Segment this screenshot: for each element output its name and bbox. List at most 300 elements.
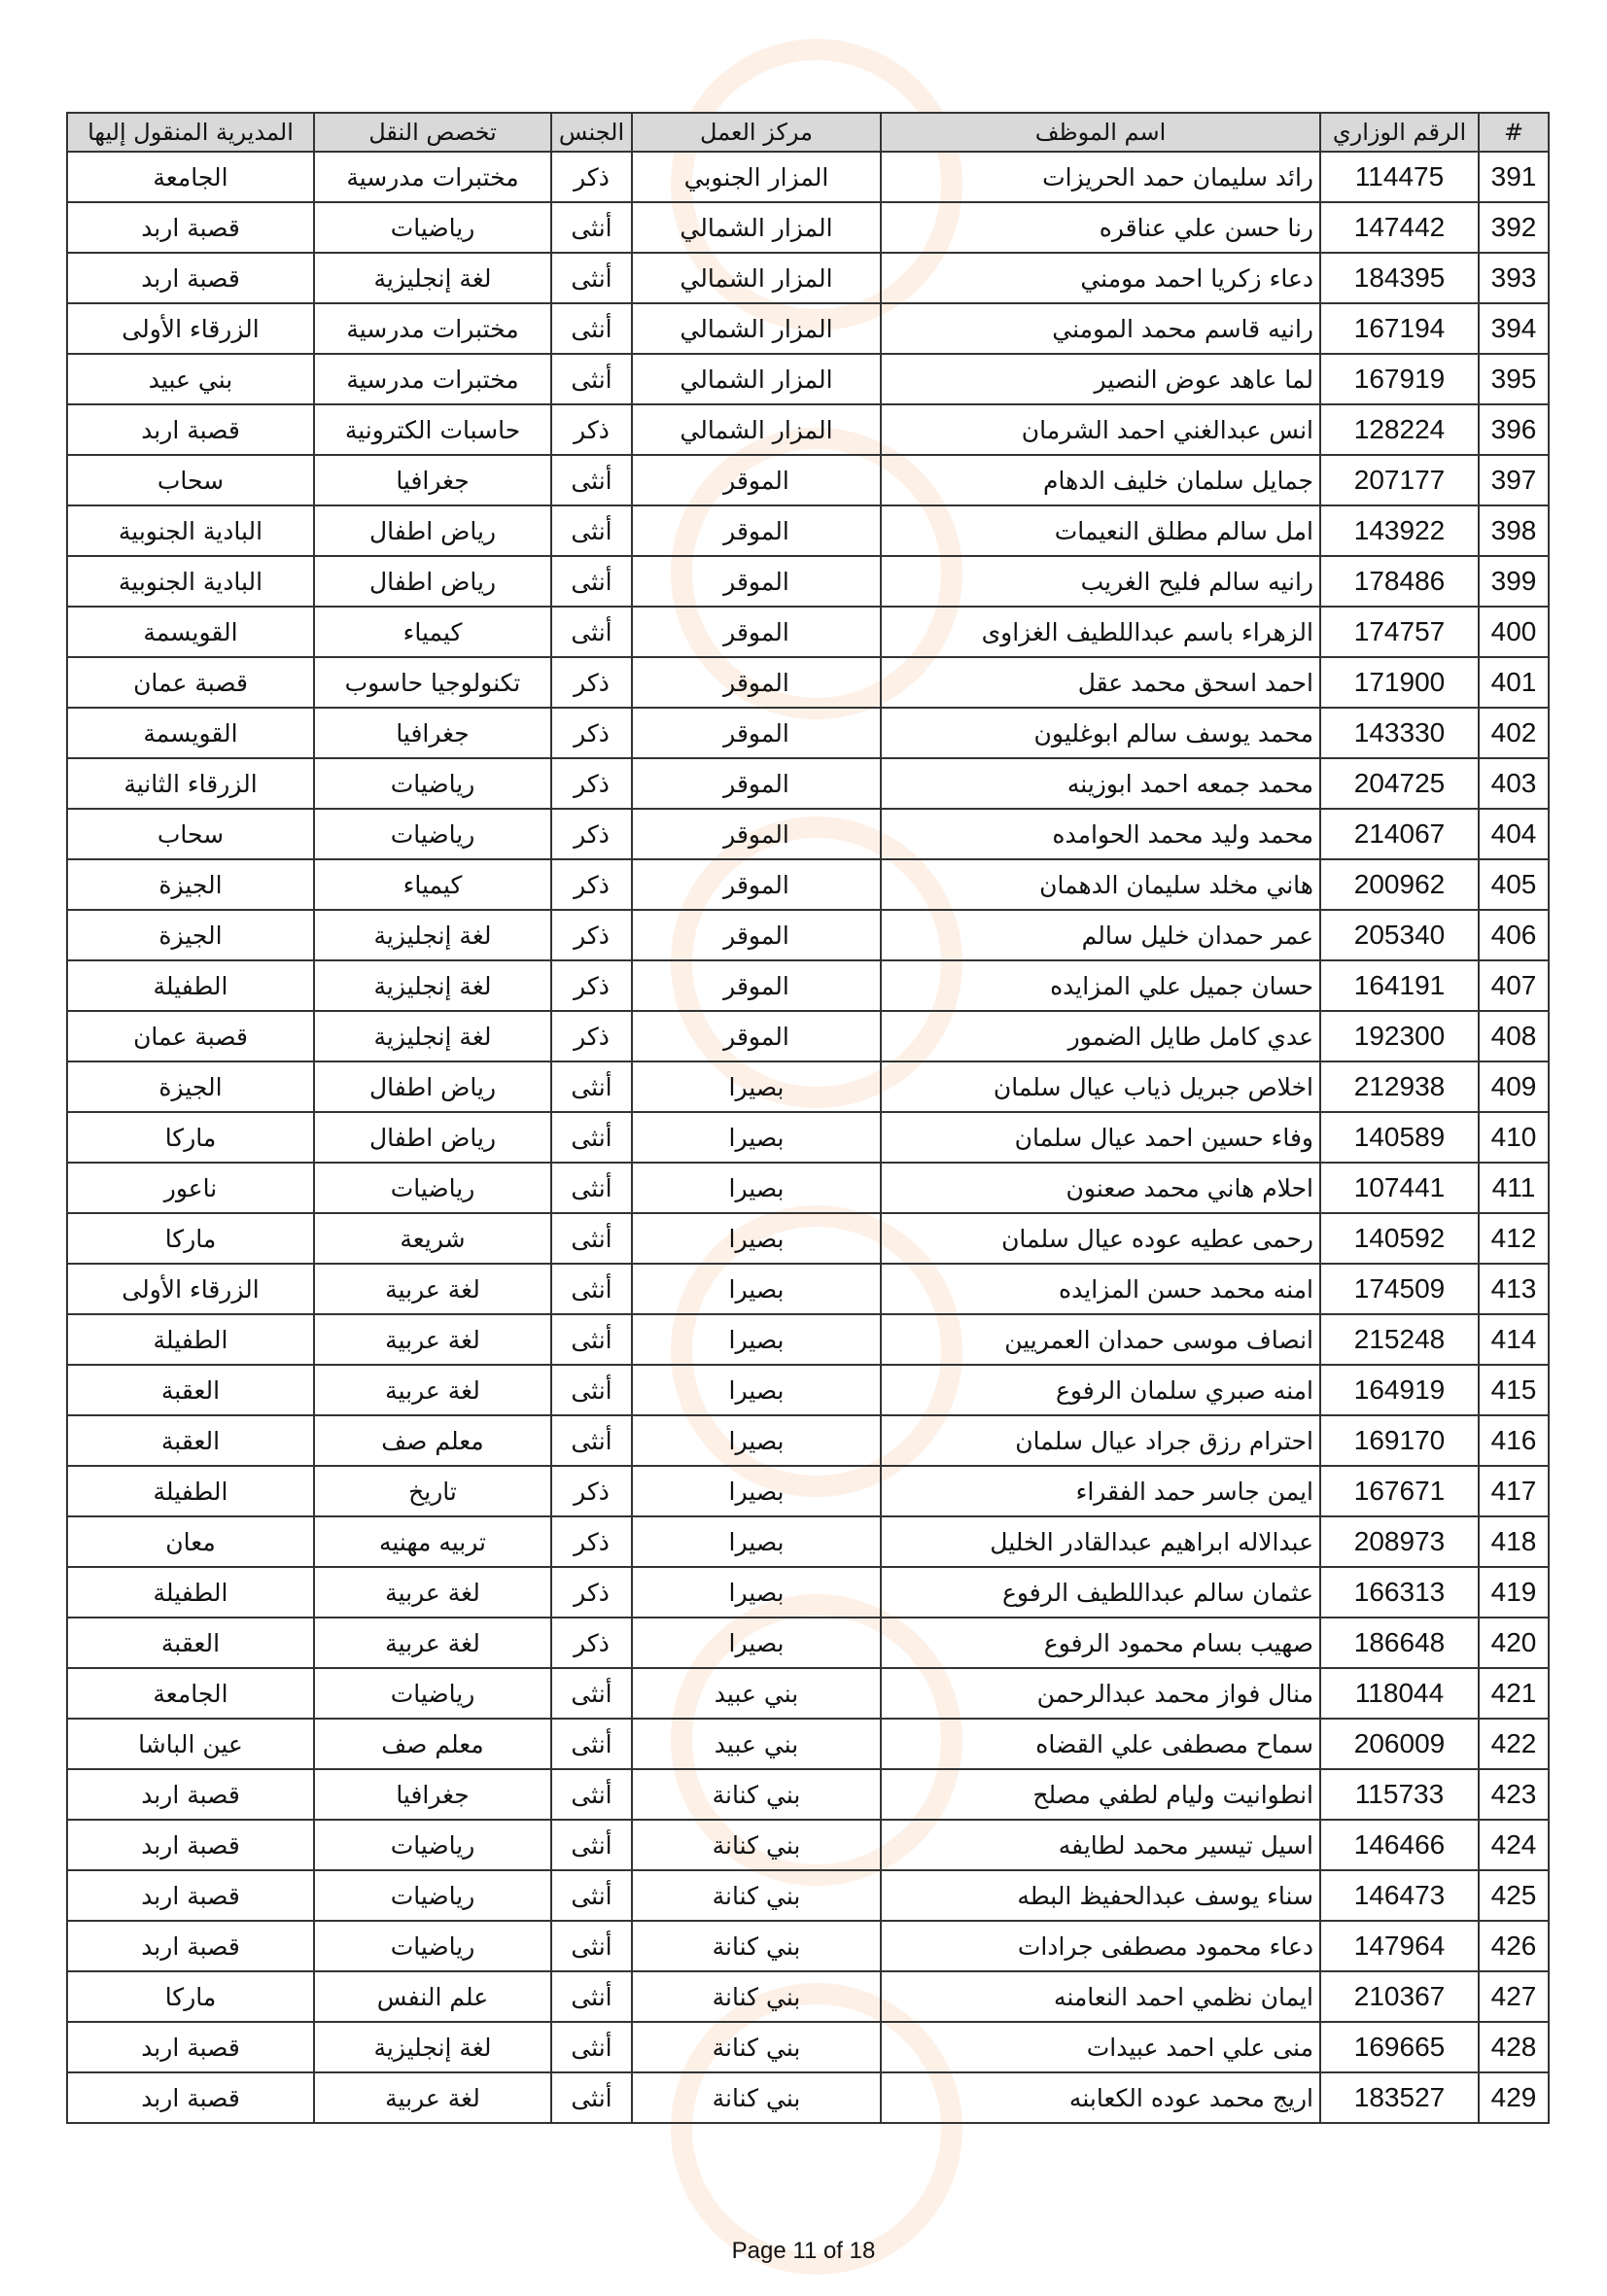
table-row (67, 253, 1549, 303)
cell-ministry-id: 143330 (1320, 708, 1479, 758)
table-row (67, 1516, 1549, 1567)
header-col-work-center: مركز العمل (632, 113, 881, 152)
cell-gender: أنثى (551, 354, 632, 404)
cell-destination-directorate: الطفيلة (67, 1314, 314, 1365)
table-row (67, 1264, 1549, 1314)
cell-ministry-id: 192300 (1320, 1011, 1479, 1061)
page-number: Page 11 of 18 (731, 2238, 876, 2264)
header-col-employee-name: اسم الموظف (881, 113, 1320, 152)
cell-number: 422 (1479, 1719, 1549, 1769)
cell-destination-directorate: سحاب (67, 455, 314, 505)
cell-number: 423 (1479, 1769, 1549, 1820)
cell-gender: ذكر (551, 657, 632, 708)
cell-gender: ذكر (551, 404, 632, 455)
cell-work-center: بصيرا (632, 1365, 881, 1415)
cell-ministry-id: 169665 (1320, 2022, 1479, 2072)
cell-work-center: المزار الشمالي (632, 303, 881, 354)
cell-number: 403 (1479, 758, 1549, 809)
cell-destination-directorate: الزرقاء الأولى (67, 1264, 314, 1314)
cell-number: 395 (1479, 354, 1549, 404)
cell-employee-name: اسيل تيسير محمد لطايفه (881, 1820, 1320, 1870)
table-row (67, 1567, 1549, 1618)
table-row (67, 354, 1549, 404)
cell-work-center: بني كنانة (632, 1820, 881, 1870)
cell-ministry-id: 208973 (1320, 1516, 1479, 1567)
table-row (67, 1870, 1549, 1921)
cell-transfer-specialty: رياضيات (314, 809, 551, 859)
cell-ministry-id: 114475 (1320, 152, 1479, 202)
cell-destination-directorate: قصبة اربد (67, 1769, 314, 1820)
cell-number: 427 (1479, 1971, 1549, 2022)
cell-ministry-id: 164919 (1320, 1365, 1479, 1415)
table-row (67, 1769, 1549, 1820)
table-row (67, 1820, 1549, 1870)
cell-number: 418 (1479, 1516, 1549, 1567)
cell-work-center: الموقر (632, 657, 881, 708)
cell-destination-directorate: قصبة اربد (67, 404, 314, 455)
table-row (67, 708, 1549, 758)
cell-transfer-specialty: لغة عربية (314, 1314, 551, 1365)
cell-transfer-specialty: لغة عربية (314, 1264, 551, 1314)
cell-destination-directorate: العقبة (67, 1618, 314, 1668)
cell-employee-name: ايمان نظمي احمد النعامنه (881, 1971, 1320, 2022)
cell-employee-name: منى علي احمد عبيدات (881, 2022, 1320, 2072)
cell-gender: أنثى (551, 1112, 632, 1163)
cell-transfer-specialty: رياضيات (314, 1921, 551, 1971)
cell-gender: أنثى (551, 607, 632, 657)
table-row (67, 1112, 1549, 1163)
cell-transfer-specialty: رياضيات (314, 758, 551, 809)
cell-work-center: بصيرا (632, 1264, 881, 1314)
cell-destination-directorate: قصبة اربد (67, 202, 314, 253)
cell-gender: ذكر (551, 859, 632, 910)
cell-destination-directorate: البادية الجنوبية (67, 556, 314, 607)
transfer-table (66, 112, 1550, 2124)
cell-employee-name: عثمان سالم عبداللطيف الرفوع (881, 1567, 1320, 1618)
cell-work-center: بصيرا (632, 1466, 881, 1516)
cell-ministry-id: 143922 (1320, 505, 1479, 556)
cell-transfer-specialty: لغة إنجليزية (314, 960, 551, 1011)
cell-gender: أنثى (551, 1921, 632, 1971)
cell-number: 420 (1479, 1618, 1549, 1668)
cell-gender: أنثى (551, 1769, 632, 1820)
cell-work-center: الموقر (632, 758, 881, 809)
cell-transfer-specialty: لغة عربية (314, 1567, 551, 1618)
cell-ministry-id: 204725 (1320, 758, 1479, 809)
cell-gender: أنثى (551, 2072, 632, 2123)
table-row (67, 1314, 1549, 1365)
cell-transfer-specialty: رياض اطفال (314, 505, 551, 556)
cell-employee-name: جمايل سلمان خليف الدهام (881, 455, 1320, 505)
cell-work-center: بني كنانة (632, 1870, 881, 1921)
cell-transfer-specialty: جغرافيا (314, 455, 551, 505)
cell-employee-name: الزهراء باسم عبداللطيف الغزاوى (881, 607, 1320, 657)
cell-work-center: الموقر (632, 1011, 881, 1061)
cell-transfer-specialty: مختبرات مدرسية (314, 303, 551, 354)
cell-work-center: بني كنانة (632, 1971, 881, 2022)
cell-transfer-specialty: لغة إنجليزية (314, 1011, 551, 1061)
cell-work-center: الموقر (632, 708, 881, 758)
cell-gender: ذكر (551, 1516, 632, 1567)
cell-work-center: الموقر (632, 455, 881, 505)
table-row (67, 556, 1549, 607)
cell-number: 406 (1479, 910, 1549, 960)
cell-number: 412 (1479, 1213, 1549, 1264)
cell-gender: ذكر (551, 809, 632, 859)
cell-destination-directorate: عين الباشا (67, 1719, 314, 1769)
cell-ministry-id: 174509 (1320, 1264, 1479, 1314)
cell-work-center: بصيرا (632, 1516, 881, 1567)
cell-transfer-specialty: حاسبات الكترونية (314, 404, 551, 455)
cell-number: 393 (1479, 253, 1549, 303)
cell-ministry-id: 206009 (1320, 1719, 1479, 1769)
table-row (67, 607, 1549, 657)
cell-work-center: المزار الشمالي (632, 404, 881, 455)
cell-destination-directorate: قصبة عمان (67, 657, 314, 708)
cell-employee-name: رائد سليمان حمد الحريزات (881, 152, 1320, 202)
cell-gender: أنثى (551, 1415, 632, 1466)
cell-ministry-id: 167671 (1320, 1466, 1479, 1516)
cell-ministry-id: 174757 (1320, 607, 1479, 657)
cell-gender: ذكر (551, 910, 632, 960)
cell-gender: أنثى (551, 1314, 632, 1365)
cell-ministry-id: 128224 (1320, 404, 1479, 455)
cell-employee-name: صهيب بسام محمود الرفوع (881, 1618, 1320, 1668)
cell-gender: أنثى (551, 1365, 632, 1415)
cell-destination-directorate: قصبة اربد (67, 253, 314, 303)
cell-number: 417 (1479, 1466, 1549, 1516)
cell-work-center: بصيرا (632, 1618, 881, 1668)
cell-transfer-specialty: رياضيات (314, 202, 551, 253)
cell-employee-name: احمد اسحق محمد عقل (881, 657, 1320, 708)
table-row (67, 455, 1549, 505)
cell-ministry-id: 212938 (1320, 1061, 1479, 1112)
cell-employee-name: سناء يوسف عبدالحفيظ البطه (881, 1870, 1320, 1921)
table-row (67, 1971, 1549, 2022)
cell-gender: أنثى (551, 455, 632, 505)
cell-number: 429 (1479, 2072, 1549, 2123)
cell-ministry-id: 207177 (1320, 455, 1479, 505)
cell-employee-name: عدي كامل طايل الضمور (881, 1011, 1320, 1061)
cell-transfer-specialty: رياض اطفال (314, 1112, 551, 1163)
cell-employee-name: سماح مصطفى علي القضاه (881, 1719, 1320, 1769)
cell-work-center: بصيرا (632, 1213, 881, 1264)
cell-destination-directorate: الزرقاء الثانية (67, 758, 314, 809)
cell-number: 411 (1479, 1163, 1549, 1213)
header-col-ministry-id: الرقم الوزاري (1320, 113, 1479, 152)
cell-employee-name: هاني مخلد سليمان الدهمان (881, 859, 1320, 910)
cell-gender: ذكر (551, 960, 632, 1011)
cell-number: 421 (1479, 1668, 1549, 1719)
cell-number: 428 (1479, 2022, 1549, 2072)
cell-gender: ذكر (551, 152, 632, 202)
cell-ministry-id: 200962 (1320, 859, 1479, 910)
table-row (67, 404, 1549, 455)
table-row (67, 1668, 1549, 1719)
cell-destination-directorate: الجيزة (67, 859, 314, 910)
cell-work-center: بني كنانة (632, 1769, 881, 1820)
cell-ministry-id: 178486 (1320, 556, 1479, 607)
cell-employee-name: رانيه سالم فليح الغريب (881, 556, 1320, 607)
cell-number: 405 (1479, 859, 1549, 910)
cell-destination-directorate: قصبة اربد (67, 1921, 314, 1971)
cell-gender: ذكر (551, 708, 632, 758)
cell-number: 425 (1479, 1870, 1549, 1921)
cell-ministry-id: 107441 (1320, 1163, 1479, 1213)
cell-work-center: بصيرا (632, 1567, 881, 1618)
table-row (67, 809, 1549, 859)
cell-number: 424 (1479, 1820, 1549, 1870)
cell-ministry-id: 140592 (1320, 1213, 1479, 1264)
table-row (67, 303, 1549, 354)
cell-ministry-id: 166313 (1320, 1567, 1479, 1618)
cell-destination-directorate: بني عبيد (67, 354, 314, 404)
table-row (67, 1466, 1549, 1516)
table-row (67, 657, 1549, 708)
table-row (67, 1061, 1549, 1112)
cell-transfer-specialty: معلم صف (314, 1719, 551, 1769)
cell-work-center: الموقر (632, 910, 881, 960)
cell-number: 408 (1479, 1011, 1549, 1061)
cell-transfer-specialty: لغة إنجليزية (314, 253, 551, 303)
cell-destination-directorate: قصبة اربد (67, 1870, 314, 1921)
cell-employee-name: انطوانيت وليام لطفي مصلح (881, 1769, 1320, 1820)
cell-number: 392 (1479, 202, 1549, 253)
table-row (67, 1213, 1549, 1264)
cell-transfer-specialty: لغة إنجليزية (314, 2022, 551, 2072)
cell-work-center: المزار الشمالي (632, 354, 881, 404)
cell-destination-directorate: ناعور (67, 1163, 314, 1213)
cell-ministry-id: 147442 (1320, 202, 1479, 253)
cell-number: 413 (1479, 1264, 1549, 1314)
cell-destination-directorate: البادية الجنوبية (67, 505, 314, 556)
cell-employee-name: حسان جميل علي المزايده (881, 960, 1320, 1011)
table-row (67, 505, 1549, 556)
cell-employee-name: احترام رزق جراد عيال سلمان (881, 1415, 1320, 1466)
cell-ministry-id: 167919 (1320, 354, 1479, 404)
cell-number: 416 (1479, 1415, 1549, 1466)
cell-gender: ذكر (551, 1618, 632, 1668)
cell-transfer-specialty: مختبرات مدرسية (314, 354, 551, 404)
cell-destination-directorate: قصبة اربد (67, 2022, 314, 2072)
cell-employee-name: امنه محمد حسن المزايده (881, 1264, 1320, 1314)
cell-ministry-id: 183527 (1320, 2072, 1479, 2123)
cell-gender: أنثى (551, 1870, 632, 1921)
cell-number: 399 (1479, 556, 1549, 607)
cell-number: 401 (1479, 657, 1549, 708)
cell-ministry-id: 184395 (1320, 253, 1479, 303)
cell-number: 400 (1479, 607, 1549, 657)
cell-employee-name: احلام هاني محمد صعنون (881, 1163, 1320, 1213)
cell-work-center: المزار الجنوبي (632, 152, 881, 202)
cell-transfer-specialty: رياضيات (314, 1163, 551, 1213)
cell-gender: أنثى (551, 1668, 632, 1719)
cell-work-center: بصيرا (632, 1415, 881, 1466)
cell-employee-name: محمد وليد محمد الحوامده (881, 809, 1320, 859)
table-row (67, 1618, 1549, 1668)
cell-transfer-specialty: لغة عربية (314, 1365, 551, 1415)
cell-employee-name: دعاء محمود مصطفى جرادات (881, 1921, 1320, 1971)
cell-gender: أنثى (551, 303, 632, 354)
table-row (67, 152, 1549, 202)
cell-transfer-specialty: كيمياء (314, 859, 551, 910)
cell-ministry-id: 146466 (1320, 1820, 1479, 1870)
header-col-transfer-specialty: تخصص النقل (314, 113, 551, 152)
table-row (67, 1415, 1549, 1466)
cell-number: 391 (1479, 152, 1549, 202)
cell-ministry-id: 167194 (1320, 303, 1479, 354)
cell-ministry-id: 205340 (1320, 910, 1479, 960)
cell-number: 396 (1479, 404, 1549, 455)
table-row (67, 1719, 1549, 1769)
cell-transfer-specialty: تاريخ (314, 1466, 551, 1516)
cell-employee-name: رنا حسن علي عناقره (881, 202, 1320, 253)
cell-number: 426 (1479, 1921, 1549, 1971)
cell-transfer-specialty: رياض اطفال (314, 1061, 551, 1112)
cell-work-center: بصيرا (632, 1163, 881, 1213)
cell-number: 414 (1479, 1314, 1549, 1365)
cell-ministry-id: 169170 (1320, 1415, 1479, 1466)
cell-number: 419 (1479, 1567, 1549, 1618)
table-row (67, 1921, 1549, 1971)
cell-destination-directorate: الجيزة (67, 1061, 314, 1112)
cell-number: 397 (1479, 455, 1549, 505)
table-header-row (67, 113, 1549, 152)
cell-destination-directorate: ماركا (67, 1112, 314, 1163)
cell-destination-directorate: سحاب (67, 809, 314, 859)
cell-destination-directorate: الطفيلة (67, 1466, 314, 1516)
cell-transfer-specialty: لغة عربية (314, 2072, 551, 2123)
cell-gender: أنثى (551, 1820, 632, 1870)
cell-destination-directorate: القويسمة (67, 607, 314, 657)
cell-gender: أنثى (551, 253, 632, 303)
cell-transfer-specialty: علم النفس (314, 1971, 551, 2022)
cell-transfer-specialty: رياضيات (314, 1668, 551, 1719)
cell-employee-name: امنه صبري سلمان الرفوع (881, 1365, 1320, 1415)
cell-destination-directorate: ماركا (67, 1213, 314, 1264)
cell-destination-directorate: ماركا (67, 1971, 314, 2022)
cell-work-center: الموقر (632, 505, 881, 556)
cell-destination-directorate: قصبة اربد (67, 1820, 314, 1870)
cell-number: 407 (1479, 960, 1549, 1011)
cell-ministry-id: 115733 (1320, 1769, 1479, 1820)
cell-destination-directorate: العقبة (67, 1365, 314, 1415)
cell-gender: أنثى (551, 1061, 632, 1112)
cell-work-center: الموقر (632, 556, 881, 607)
cell-number: 404 (1479, 809, 1549, 859)
cell-gender: أنثى (551, 202, 632, 253)
cell-destination-directorate: معان (67, 1516, 314, 1567)
cell-employee-name: اخلاص جبريل ذياب عيال سلمان (881, 1061, 1320, 1112)
table-row (67, 202, 1549, 253)
cell-transfer-specialty: جغرافيا (314, 708, 551, 758)
header-col-number: # (1479, 113, 1549, 152)
cell-work-center: المزار الشمالي (632, 202, 881, 253)
cell-work-center: الموقر (632, 960, 881, 1011)
table-row (67, 1365, 1549, 1415)
cell-transfer-specialty: كيمياء (314, 607, 551, 657)
cell-work-center: بني عبيد (632, 1668, 881, 1719)
cell-transfer-specialty: تربيه مهنيه (314, 1516, 551, 1567)
table-row (67, 758, 1549, 809)
cell-destination-directorate: الطفيلة (67, 960, 314, 1011)
table-row (67, 910, 1549, 960)
cell-transfer-specialty: رياض اطفال (314, 556, 551, 607)
cell-transfer-specialty: معلم صف (314, 1415, 551, 1466)
cell-gender: أنثى (551, 1719, 632, 1769)
header-col-destination-directorate: المديرية المنقول إليها (67, 113, 314, 152)
cell-ministry-id: 146473 (1320, 1870, 1479, 1921)
cell-gender: أنثى (551, 1213, 632, 1264)
cell-ministry-id: 147964 (1320, 1921, 1479, 1971)
cell-destination-directorate: الجامعة (67, 1668, 314, 1719)
cell-employee-name: انصاف موسى حمدان العمريين (881, 1314, 1320, 1365)
cell-gender: ذكر (551, 1011, 632, 1061)
cell-work-center: بصيرا (632, 1061, 881, 1112)
cell-transfer-specialty: تكنولوجيا حاسوب (314, 657, 551, 708)
table-row (67, 859, 1549, 910)
cell-transfer-specialty: رياضيات (314, 1820, 551, 1870)
cell-employee-name: عمر حمدان خليل سالم (881, 910, 1320, 960)
cell-gender: أنثى (551, 1971, 632, 2022)
cell-employee-name: ايمن جاسر حمد الفقراء (881, 1466, 1320, 1516)
cell-work-center: بصيرا (632, 1112, 881, 1163)
table-row (67, 1163, 1549, 1213)
cell-employee-name: دعاء زكريا احمد مومني (881, 253, 1320, 303)
cell-employee-name: رحمى عطيه عوده عيال سلمان (881, 1213, 1320, 1264)
cell-employee-name: عبدالاله ابراهيم عبدالقادر الخليل (881, 1516, 1320, 1567)
cell-ministry-id: 215248 (1320, 1314, 1479, 1365)
cell-transfer-specialty: مختبرات مدرسية (314, 152, 551, 202)
cell-gender: أنثى (551, 1163, 632, 1213)
cell-transfer-specialty: لغة عربية (314, 1618, 551, 1668)
cell-work-center: بني عبيد (632, 1719, 881, 1769)
cell-ministry-id: 210367 (1320, 1971, 1479, 2022)
cell-transfer-specialty: رياضيات (314, 1870, 551, 1921)
cell-work-center: بني كنانة (632, 2072, 881, 2123)
cell-destination-directorate: الجامعة (67, 152, 314, 202)
cell-destination-directorate: قصبة اربد (67, 2072, 314, 2123)
cell-number: 394 (1479, 303, 1549, 354)
cell-number: 409 (1479, 1061, 1549, 1112)
cell-ministry-id: 214067 (1320, 809, 1479, 859)
cell-number: 415 (1479, 1365, 1549, 1415)
table-body (67, 152, 1549, 2123)
cell-employee-name: امل سالم مطلق النعيمات (881, 505, 1320, 556)
cell-ministry-id: 186648 (1320, 1618, 1479, 1668)
cell-destination-directorate: القويسمة (67, 708, 314, 758)
cell-destination-directorate: العقبة (67, 1415, 314, 1466)
cell-employee-name: اريج محمد عوده الكعابنه (881, 2072, 1320, 2123)
cell-gender: ذكر (551, 758, 632, 809)
cell-destination-directorate: الطفيلة (67, 1567, 314, 1618)
cell-transfer-specialty: جغرافيا (314, 1769, 551, 1820)
cell-destination-directorate: قصبة عمان (67, 1011, 314, 1061)
cell-employee-name: لما عاهد عوض النصير (881, 354, 1320, 404)
cell-destination-directorate: الزرقاء الأولى (67, 303, 314, 354)
cell-number: 410 (1479, 1112, 1549, 1163)
cell-employee-name: رانيه قاسم محمد المومني (881, 303, 1320, 354)
cell-employee-name: محمد جمعه احمد ابوزينه (881, 758, 1320, 809)
cell-ministry-id: 140589 (1320, 1112, 1479, 1163)
cell-ministry-id: 118044 (1320, 1668, 1479, 1719)
cell-number: 398 (1479, 505, 1549, 556)
cell-transfer-specialty: شريعة (314, 1213, 551, 1264)
cell-employee-name: محمد يوسف سالم ابوغليون (881, 708, 1320, 758)
cell-gender: أنثى (551, 1264, 632, 1314)
cell-work-center: الموقر (632, 607, 881, 657)
table-row (67, 2072, 1549, 2123)
